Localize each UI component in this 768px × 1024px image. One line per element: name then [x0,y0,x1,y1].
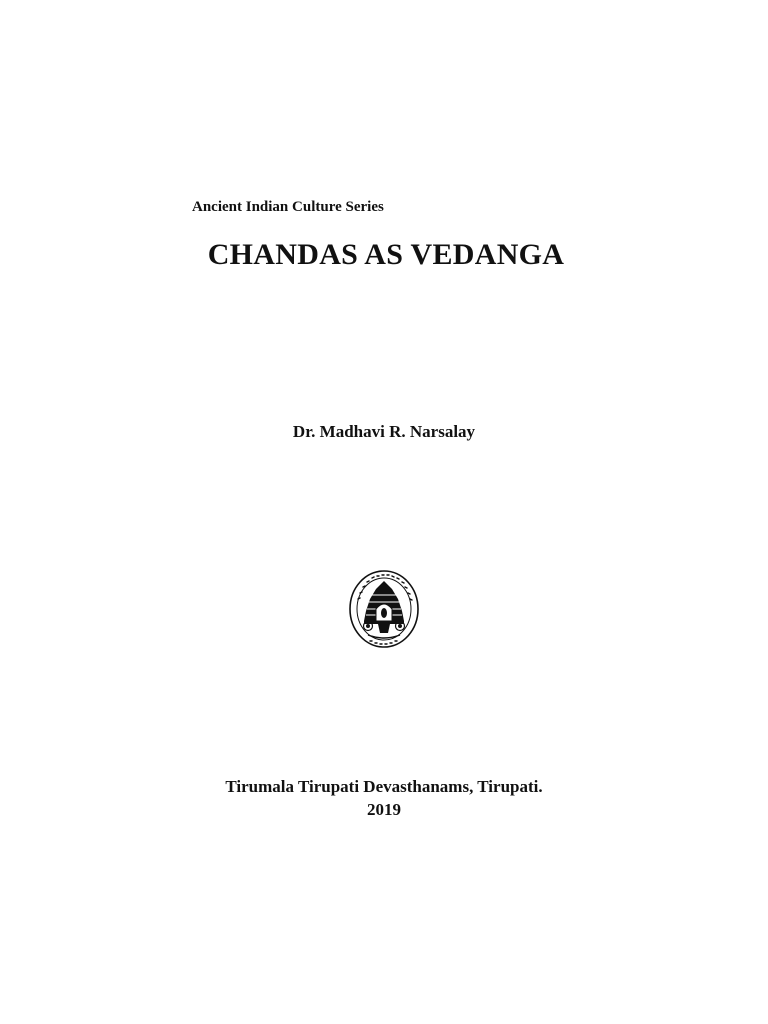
book-title: CHANDAS AS VEDANGA [207,238,565,271]
publisher-name: Tirumala Tirupati Devasthanams, Tirupati. [225,777,543,796]
temple-seal-icon [348,569,420,650]
series-name: Ancient Indian Culture Series [192,199,384,215]
publication-year: 2019 [367,800,401,819]
author-name: Dr. Madhavi R. Narsalay [292,422,476,441]
